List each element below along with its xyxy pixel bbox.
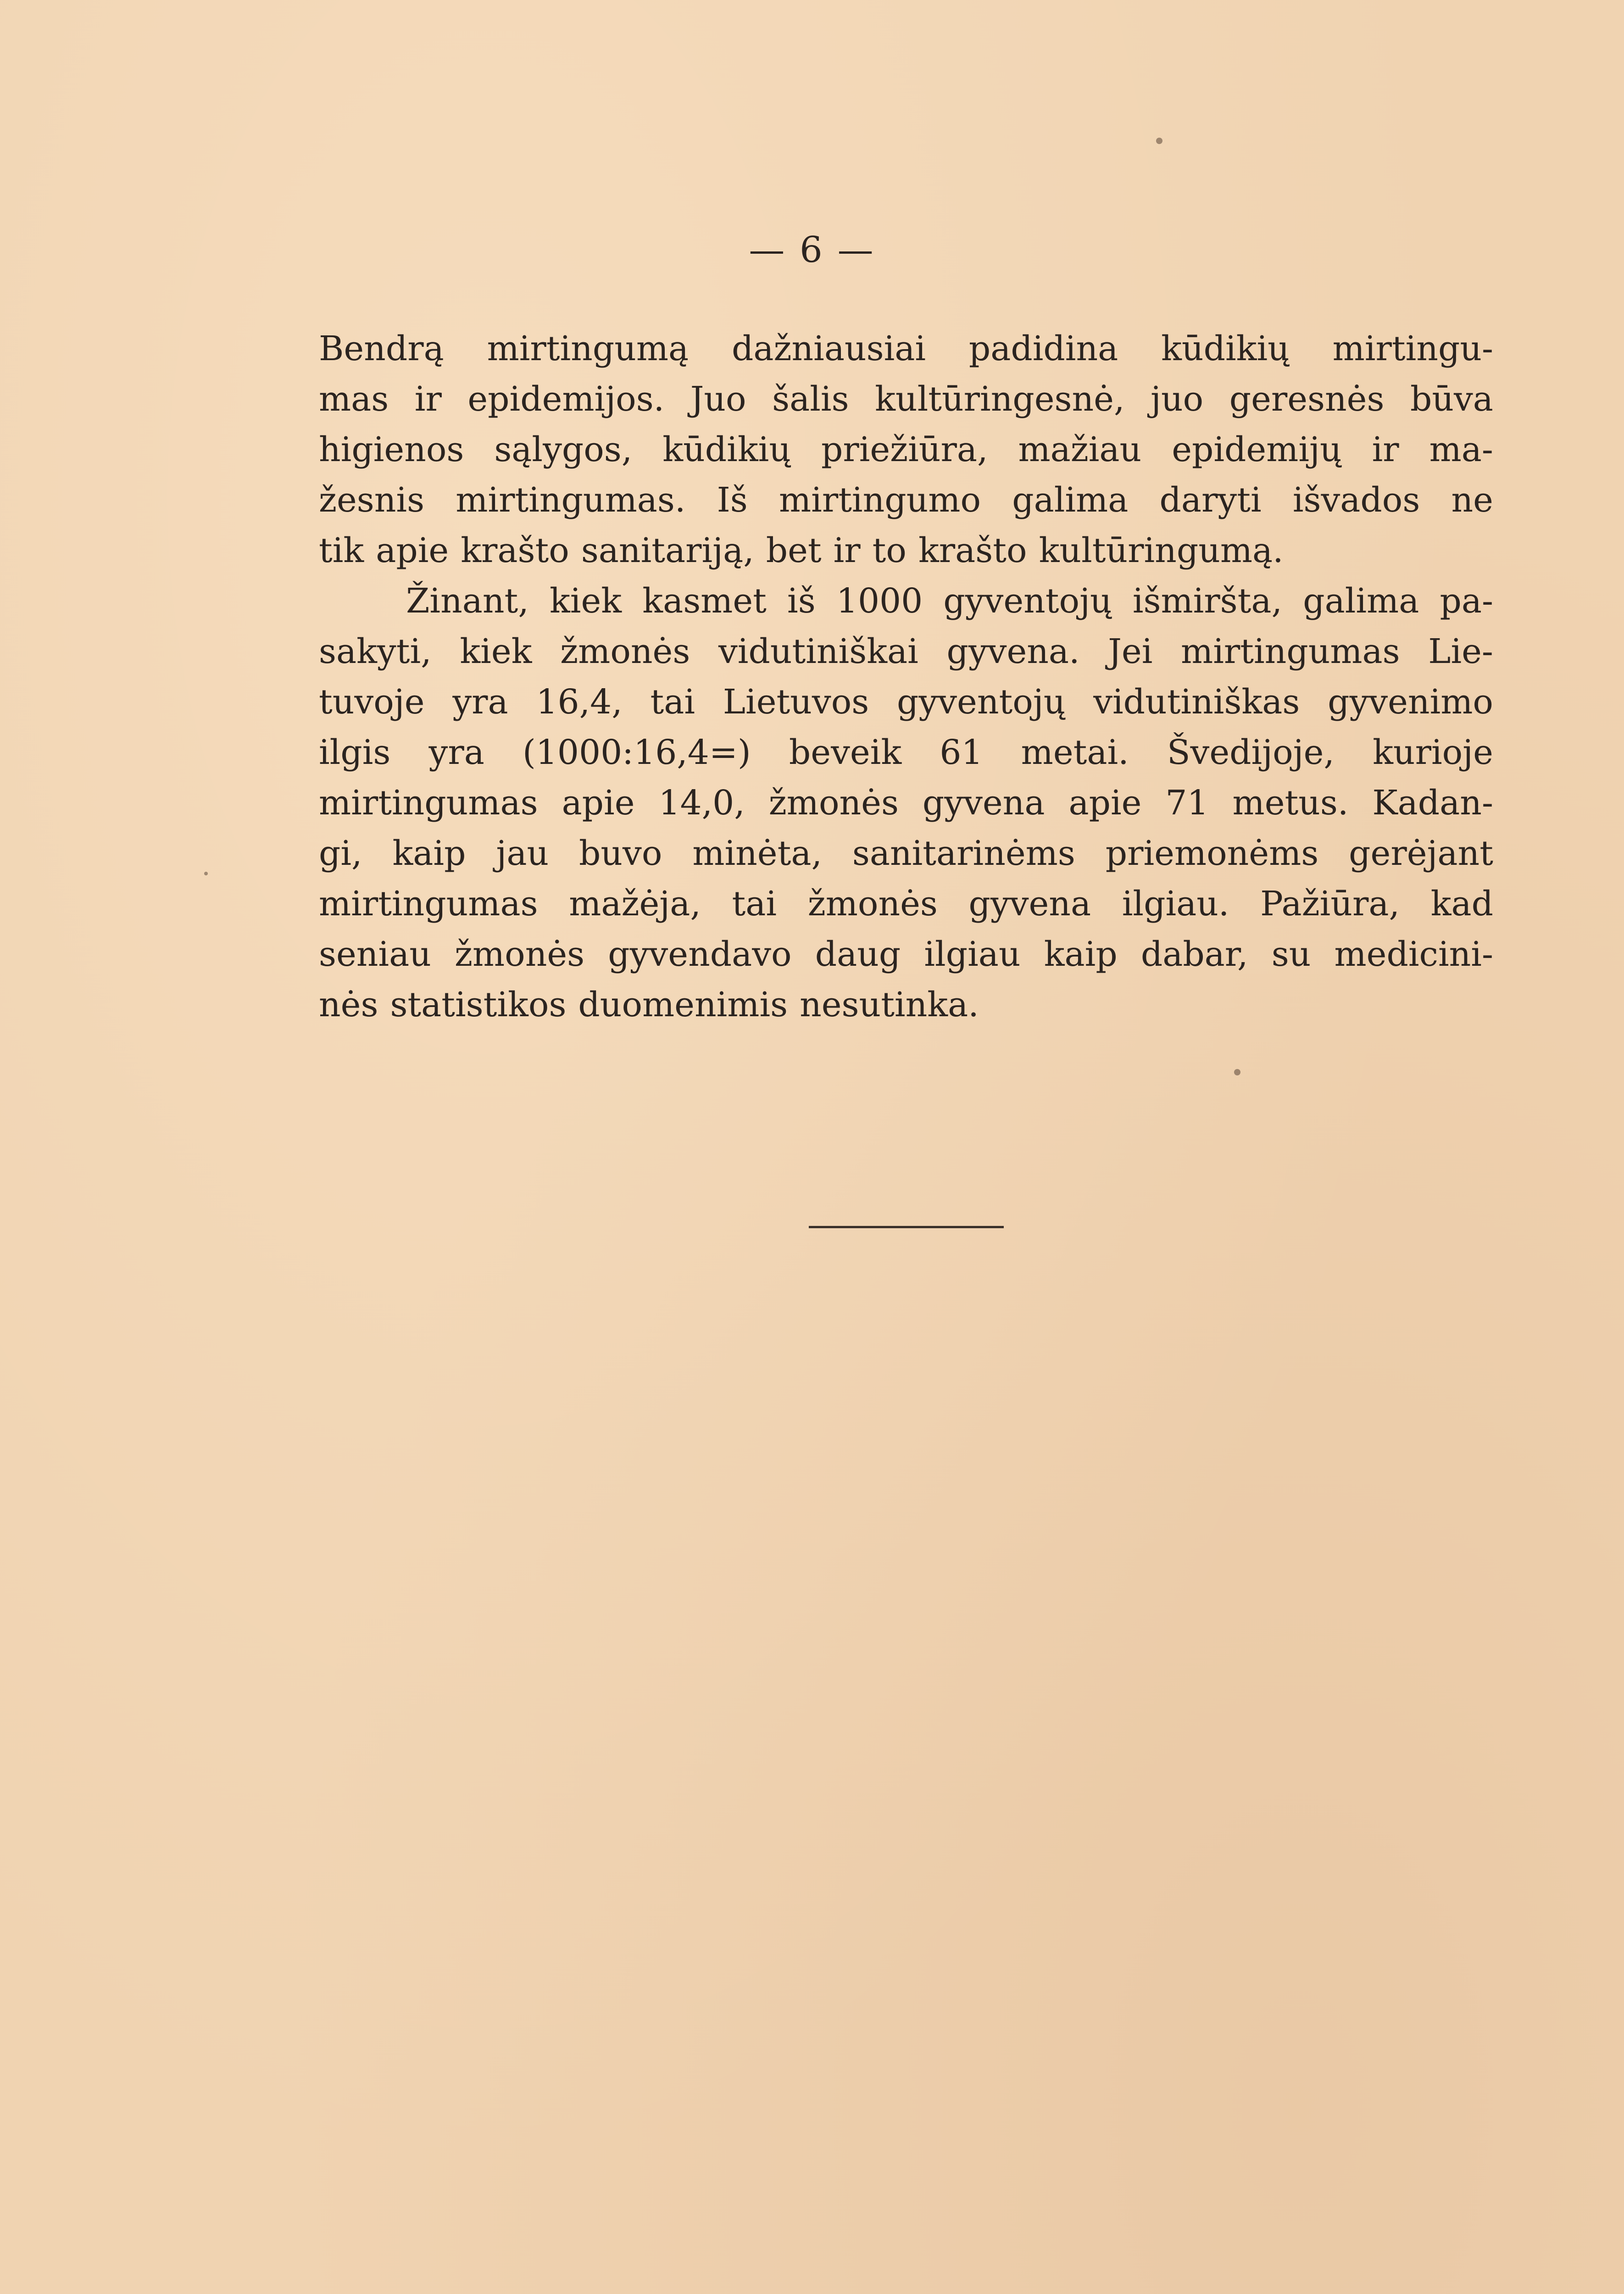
- text-line: tik apie krašto sanitariją, bet ir to krašto kultūringumą.: [319, 531, 1284, 570]
- text-line: tuvoje yra 16,4, tai Lietuvos gyventojų vidutiniškas gyvenimo: [319, 682, 1493, 722]
- text-line: mas ir epidemijos. Juo šalis kultūringesnė, juo geresnės būva: [319, 379, 1493, 419]
- text-line: higienos sąlygos, kūdikių priežiūra, mažiau epidemijų ir ma-: [319, 430, 1493, 469]
- text-line: mirtingumas apie 14,0, žmonės gyvena apie 71 metus. Kadan-: [319, 783, 1493, 823]
- text-line: gi, kaip jau buvo minėta, sanitarinėms priemonėms gerėjant: [319, 834, 1493, 873]
- text-line: sakyti, kiek žmonės vidutiniškai gyvena. Jei mirtingumas Lie-: [319, 632, 1493, 671]
- paper-speck: [1156, 138, 1162, 144]
- text-line: Žinant, kiek kasmet iš 1000 gyventojų išmiršta, galima pa-: [406, 581, 1493, 621]
- text-line: seniau žmonės gyvendavo daug ilgiau kaip dabar, su medicini-: [319, 935, 1493, 974]
- text-line: Bendrą mirtingumą dažniausiai padidina kūdikių mirtingu-: [319, 329, 1493, 368]
- body-text: [319, 323, 1493, 1030]
- text-line: nės statistikos duomenimis nesutinka.: [319, 985, 979, 1025]
- text-line: mirtingumas mažėja, tai žmonės gyvena ilgiau. Pažiūra, kad: [319, 884, 1493, 924]
- page-number: — 6 —: [749, 229, 875, 271]
- paper-speck: [1234, 1069, 1240, 1075]
- text-line: žesnis mirtingumas. Iš mirtingumo galima daryti išvados ne: [319, 480, 1493, 520]
- paper-speck: [204, 872, 208, 875]
- text-line: ilgis yra (1000:16,4=) beveik 61 metai. Švedijoje, kurioje: [319, 733, 1493, 772]
- section-divider: [809, 1226, 1004, 1228]
